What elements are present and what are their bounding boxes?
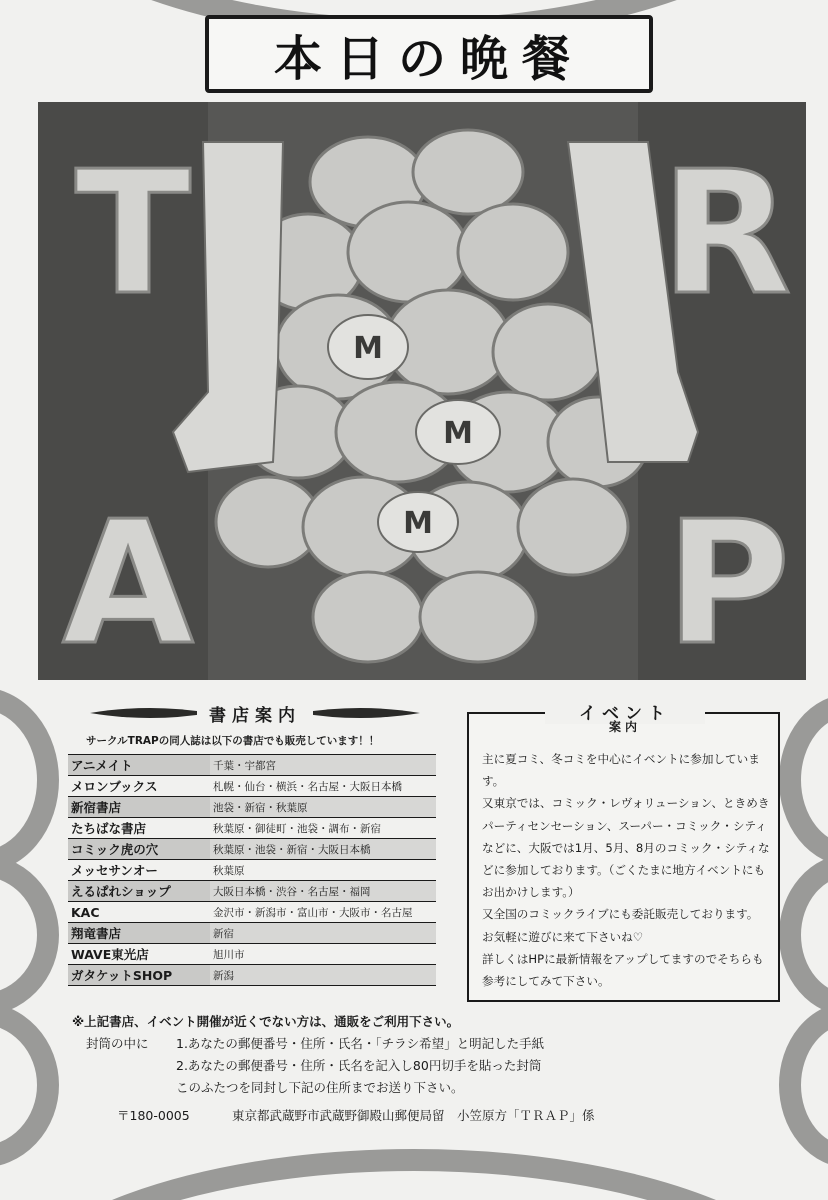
table-row	[68, 776, 436, 797]
page-title: 本日の晩餐	[205, 15, 653, 93]
letter-a: A	[62, 485, 194, 680]
shop-name: 新宿書店	[68, 797, 210, 818]
event-guide-body	[482, 748, 772, 992]
shop-areas: 札幌・仙台・横浜・名古屋・大阪日本橋	[210, 776, 436, 797]
shop-name: たちばな書店	[68, 818, 210, 839]
table-row	[68, 797, 436, 818]
shop-guide-heading: 書店案内	[197, 701, 313, 726]
shop-areas: 秋葉原	[210, 860, 436, 881]
shop-areas: 千葉・宇都宮	[210, 755, 436, 776]
table-row	[68, 818, 436, 839]
shop-areas: 秋葉原・御徒町・池袋・調布・新宿	[210, 818, 436, 839]
event-guide-subheading: 案内	[608, 720, 641, 734]
table-row	[68, 923, 436, 944]
shop-name: メロンブックス	[68, 776, 210, 797]
letter-t: T	[75, 135, 191, 333]
event-guide-heading: イベント	[545, 699, 705, 724]
envelope-item-2: 2.あなたの郵便番号・住所・氏名を記入し80円切手を貼った封筒	[176, 1058, 542, 1073]
shop-areas: 旭川市	[210, 944, 436, 965]
shop-name: メッセサンオー	[68, 860, 210, 881]
brush-stroke-right-icon	[300, 705, 420, 721]
table-row	[68, 902, 436, 923]
shop-areas: 新潟	[210, 965, 436, 986]
event-paragraph: 又東京では、コミック・レヴォリューション、ときめきパーティセンセーション、スーパー・コミック・シティなどに、大阪では1月、5月、8月のコミック・シティなどに参加しております。（ごくたまに地方イベントにもお出かけします。）	[482, 796, 770, 900]
table-row	[68, 860, 436, 881]
event-paragraph: お気軽に遊びに来て下さいね♡	[482, 929, 644, 944]
event-paragraph: 詳しくはHPに最新情報をアップしてますのでそちらも参考にしてみて下さい。	[482, 951, 764, 989]
shop-name: 翔竜書店	[68, 923, 210, 944]
envelope-item-3: このふたつを同封し下記の住所までお送り下さい。	[176, 1080, 464, 1095]
shop-name: アニメイト	[68, 755, 210, 776]
postal-code: 〒180-0005	[117, 1108, 190, 1123]
shop-name: えるぱれショップ	[68, 881, 210, 902]
shop-name: コミック虎の穴	[68, 839, 210, 860]
shop-table	[68, 754, 436, 986]
wrapper-mark: M	[353, 331, 383, 366]
table-row	[68, 839, 436, 860]
shop-areas: 池袋・新宿・秋葉原	[210, 797, 436, 818]
letter-p: P	[665, 485, 791, 680]
shop-name: KAC	[68, 902, 210, 923]
shop-areas: 新宿	[210, 923, 436, 944]
shop-areas: 金沢市・新潟市・富山市・大阪市・名古屋	[210, 902, 436, 923]
wrapper-mark: M	[443, 416, 473, 451]
event-paragraph: 又全国のコミックライブにも委託販売しております。	[482, 907, 759, 922]
envelope-label: 封筒の中に	[86, 1036, 149, 1051]
shop-areas: 大阪日本橋・渋谷・名古屋・福岡	[210, 881, 436, 902]
shop-name: ガタケットSHOP	[68, 965, 210, 986]
event-paragraph: 主に夏コミ、冬コミを中心にイベントに参加しています。	[482, 752, 760, 789]
table-row	[68, 755, 436, 776]
mailing-address: 東京都武蔵野市武蔵野御殿山郵便局留 小笠原方「ＴＲＡＰ」係	[232, 1108, 595, 1123]
table-row	[68, 944, 436, 965]
table-row	[68, 965, 436, 986]
brush-stroke-left-icon	[90, 705, 210, 721]
shop-name: WAVE東光店	[68, 944, 210, 965]
burger-photo	[38, 102, 806, 680]
envelope-item-1: 1.あなたの郵便番号・住所・氏名・「チラシ希望」と明記した手紙	[176, 1036, 545, 1051]
shop-areas: 秋葉原・池袋・新宿・大阪日本橋	[210, 839, 436, 860]
table-row	[68, 881, 436, 902]
wrapper-mark: M	[403, 506, 433, 541]
shop-guide-header	[70, 699, 440, 727]
shop-guide-intro: サークルTRAPの同人誌は以下の書店でも販売しています！！	[86, 735, 380, 747]
letter-r: R	[660, 135, 792, 333]
mail-order-note: ※上記書店、イベント開催が近くでない方は、通販をご利用下さい。	[72, 1014, 460, 1029]
